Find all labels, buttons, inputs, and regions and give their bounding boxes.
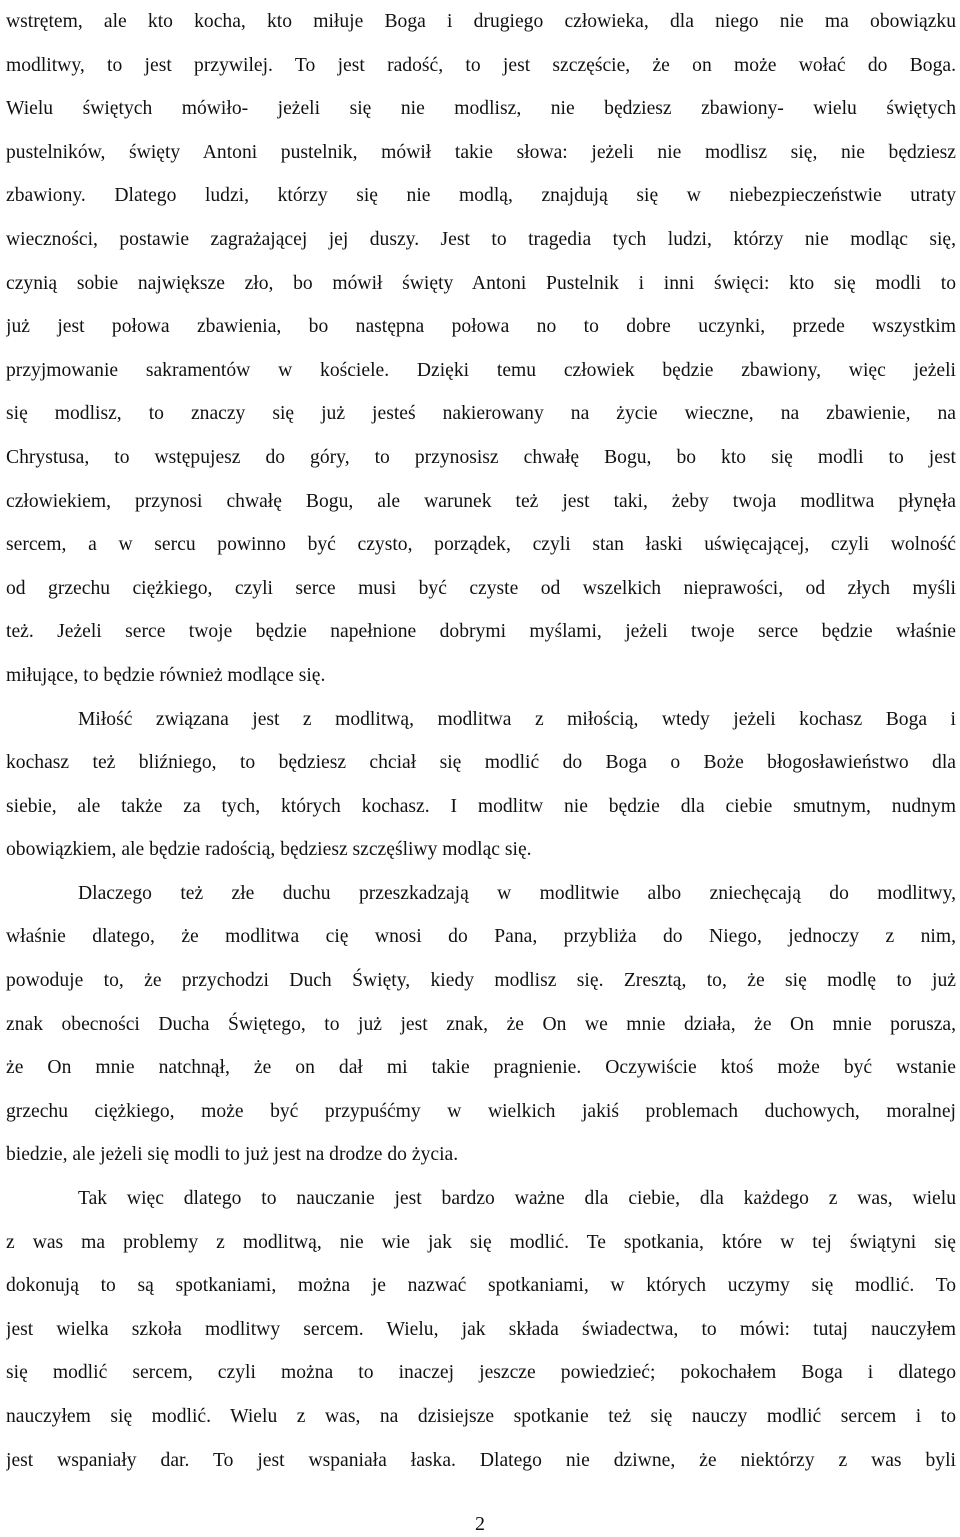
text-line: biedzie, ale jeżeli się modli to już jest na drodze do życia. — [6, 1144, 459, 1166]
text-line: się modlisz, to znaczy się już jesteś nakierowany na życie wieczne, na zbawienie, na — [6, 403, 956, 425]
text-line: właśnie dlatego, że modlitwa cię wnosi do Pana, przybliża do Niego, jednoczy z nim, — [6, 926, 956, 948]
text-line: też. Jeżeli serce twoje będzie napełnione dobrymi myślami, jeżeli twoje serce będzie właśnie — [6, 621, 956, 643]
text-line: nauczyłem się modlić. Wielu z was, na dzisiejsze spotkanie też się nauczy modlić sercem i to — [6, 1406, 956, 1427]
text-line: jest wielka szkoła modlitwy sercem. Wielu, jak składa świadectwa, to mówi: tutaj nauczyłem — [6, 1318, 956, 1340]
text-line: już jest połowa zbawienia, bo następna połowa no to dobre uczynki, przede wszystkim — [6, 316, 956, 338]
text-line: od grzechu ciężkiego, czyli serce musi być czyste od wszelkich nieprawości, od złych myśli — [6, 577, 956, 599]
text-line: Wielu świętych mówiło- jeżeli się nie modlisz, nie będziesz zbawiony- wielu świętych — [6, 98, 956, 120]
text-line: siebie, ale także za tych, których kochasz. I modlitw nie będzie dla ciebie smutnym, nudnym — [6, 795, 956, 817]
text-line: że On mnie natchnął, że on dał mi takie pragnienie. Oczywiście ktoś może być wstanie — [6, 1057, 956, 1079]
text-line: obowiązkiem, ale będzie radością, będziesz szczęśliwy modląc się. — [6, 839, 532, 861]
page-number: 2 — [475, 1513, 485, 1535]
text-line: się modlić sercem, czyli można to inaczej jeszcze powiedzieć; pokochałem Boga i dlatego — [6, 1362, 956, 1384]
text-line: wstrętem, ale kto kocha, kto miłuje Boga i drugiego człowieka, dla niego nie ma obowiązku — [6, 11, 956, 32]
text-line: człowiekiem, przynosi chwałę Bogu, ale warunek też jest taki, żeby twoja modlitwa płynęła — [6, 490, 956, 512]
text-line: czynią sobie największe zło, bo mówił święty Antoni Pustelnik i inni święci: kto się modli to — [6, 272, 956, 294]
body-text — [6, 0, 956, 1482]
text-line: Tak więc dlatego to nauczanie jest bardzo ważne dla ciebie, dla każdego z was, wielu — [78, 1188, 956, 1210]
text-line: Miłość związana jest z modlitwą, modlitwa z miłością, wtedy jeżeli kochasz Boga i — [78, 708, 956, 730]
text-line: zbawiony. Dlatego ludzi, którzy się nie modlą, znajdują się w niebezpieczeństwie utraty — [6, 185, 956, 207]
text-line: pustelników, święty Antoni pustelnik, mówił takie słowa: jeżeli nie modlisz się, nie będziesz — [6, 141, 956, 163]
text-line: przyjmowanie sakramentów w kościele. Dzięki temu człowiek będzie zbawiony, więc jeżeli — [6, 359, 956, 381]
text-line: powoduje to, że przychodzi Duch Święty, kiedy modlisz się. Zresztą, to, że się modlę to już — [6, 970, 956, 992]
text-line: Chrystusa, to wstępujesz do góry, to przynosisz chwałę Bogu, bo kto się modli to jest — [6, 446, 956, 468]
text-line: wieczności, postawie zagrażającej jej duszy. Jest to tragedia tych ludzi, którzy nie modląc się, — [6, 228, 956, 250]
text-line: kochasz też bliźniego, to będziesz chciał się modlić do Boga o Boże błogosławieństwo dla — [6, 752, 956, 774]
text-line: z was ma problemy z modlitwą, nie wie jak się modlić. Te spotkania, które w tej świątyni się — [6, 1231, 956, 1253]
text-line: znak obecności Ducha Świętego, to już jest znak, że On we mnie działa, że On mnie porusza, — [6, 1013, 956, 1035]
text-line: modlitwy, to jest przywilej. To jest radość, to jest szczęście, że on może wołać do Boga. — [6, 54, 956, 76]
text-line: grzechu ciężkiego, może być przypuśćmy w wielkich jakiś problemach duchowych, moralnej — [6, 1100, 956, 1122]
text-line: jest wspaniały dar. To jest wspaniała łaska. Dlatego nie dziwne, że niektórzy z was byli — [6, 1449, 956, 1471]
text-line: sercem, a w sercu powinno być czysto, porządek, czyli stan łaski uświęcającej, czyli wolność — [6, 534, 956, 556]
text-line: Dlaczego też złe duchu przeszkadzają w modlitwie albo zniechęcają do modlitwy, — [78, 882, 956, 904]
text-line: miłujące, to będzie również modlące się. — [6, 664, 326, 686]
text-line: dokonują to są spotkaniami, można je nazwać spotkaniami, w których uczymy się modlić. To — [6, 1275, 956, 1297]
